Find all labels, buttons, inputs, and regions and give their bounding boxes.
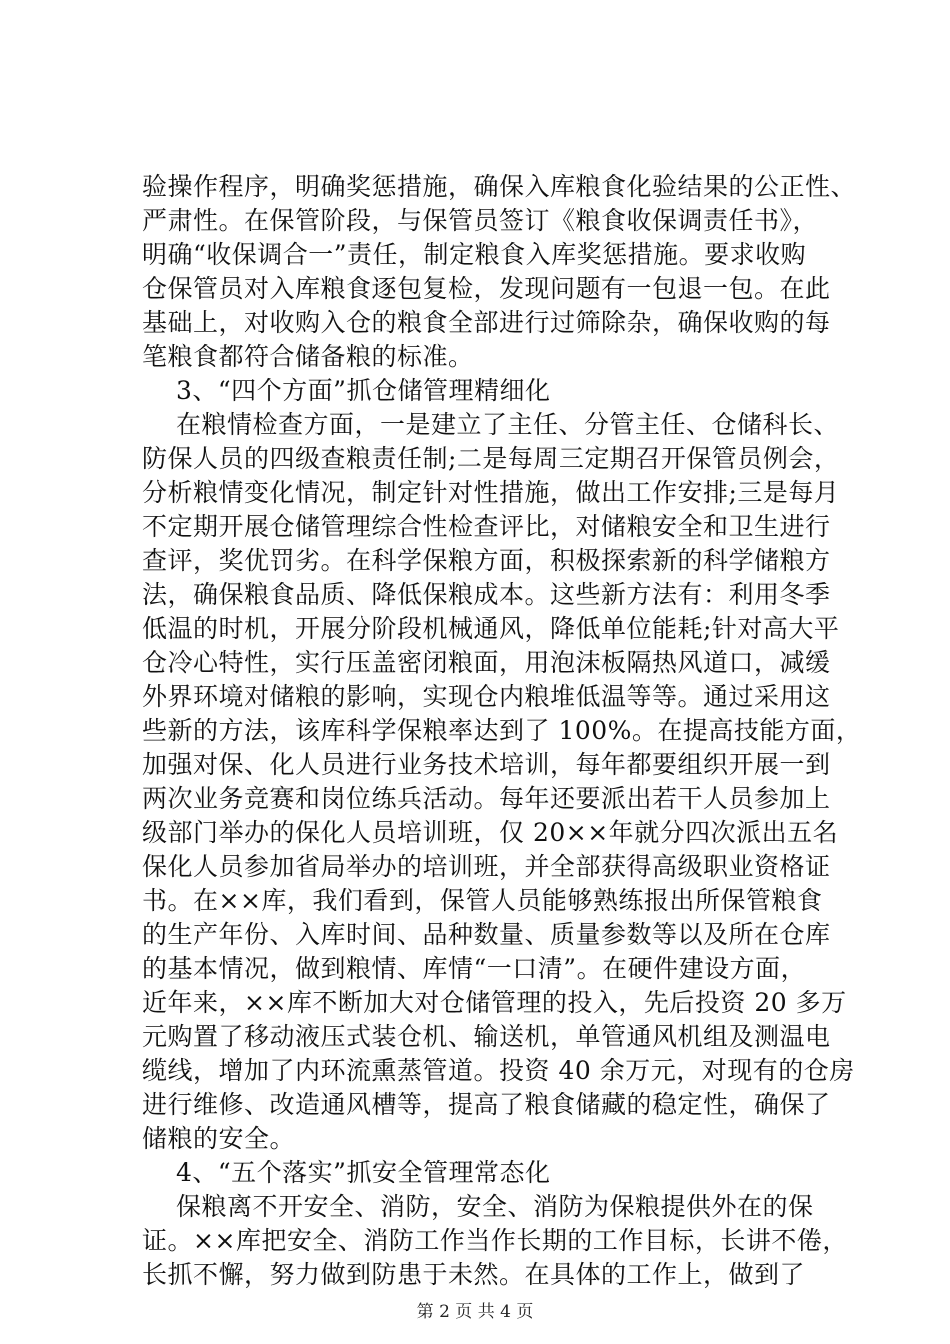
- body-line: 低温的时机，开展分阶段机械通风，降低单位能耗;针对高大平: [142, 614, 840, 643]
- body-line: 笔粮食都符合储备粮的标准。: [142, 342, 474, 371]
- page-footer: 第 2 页 共 4 页: [416, 1302, 534, 1322]
- body-line: 的生产年份、入库时间、品种数量、质量参数等以及所在仓库: [142, 920, 831, 949]
- section-heading: 3、“四个方面”抓仓储管理精细化: [176, 376, 551, 405]
- body-line: 查评，奖优罚劣。在科学保粮方面，积极探索新的科学储粮方: [142, 546, 831, 575]
- body-line: 证。××库把安全、消防工作当作长期的工作目标，长讲不倦，: [142, 1226, 848, 1255]
- body-line: 加强对保、化人员进行业务技术培训，每年都要组织开展一到: [142, 750, 831, 779]
- body-line: 仓保管员对入库粮食逐包复检，发现问题有一包退一包。在此: [142, 274, 831, 303]
- body-line: 防保人员的四级查粮责任制;二是每周三定期召开保管员例会，: [142, 444, 840, 473]
- body-line: 进行维修、改造通风槽等，提高了粮食储藏的稳定性，确保了: [142, 1090, 831, 1119]
- body-line: 在粮情检查方面，一是建立了主任、分管主任、仓储科长、: [176, 410, 840, 439]
- body-line: 仓冷心特性，实行压盖密闭粮面，用泡沫板隔热风道口，减缓: [142, 648, 831, 677]
- body-line: 验操作程序，明确奖惩措施，确保入库粮食化验结果的公正性、: [142, 172, 857, 201]
- section-heading: 4、“五个落实”抓安全管理常态化: [176, 1158, 551, 1187]
- body-line: 不定期开展仓储管理综合性检查评比，对储粮安全和卫生进行: [142, 512, 831, 541]
- body-line: 元购置了移动液压式装仓机、输送机，单管通风机组及测温电: [142, 1022, 831, 1051]
- body-line: 分析粮情变化情况，制定针对性措施，做出工作安排;三是每月: [142, 478, 840, 507]
- body-line: 两次业务竞赛和岗位练兵活动。每年还要派出若干人员参加上: [142, 784, 831, 813]
- body-line: 缆线，增加了内环流熏蒸管道。投资 40 余万元，对现有的仓房: [142, 1056, 855, 1085]
- body-line: 级部门举办的保化人员培训班，仅 20××年就分四次派出五名: [142, 818, 839, 847]
- body-line: 保化人员参加省局举办的培训班，并全部获得高级职业资格证: [142, 852, 831, 881]
- body-line: 储粮的安全。: [142, 1124, 296, 1153]
- body-line: 近年来，××库不断加大对仓储管理的投入，先后投资 20 多万: [142, 988, 847, 1017]
- body-line: 些新的方法，该库科学保粮率达到了 100%。在提高技能方面，: [142, 716, 862, 745]
- body-line: 长抓不懈，努力做到防患于未然。在具体的工作上，做到了: [142, 1260, 806, 1289]
- body-line: 严肃性。在保管阶段，与保管员签订《粮食收保调责任书》，: [142, 206, 819, 235]
- body-line: 的基本情况，做到粮情、库情“一口清”。在硬件建设方面，: [142, 954, 807, 983]
- body-line: 法，确保粮食品质、降低保粮成本。这些新方法有：利用冬季: [142, 580, 831, 609]
- body-line: 保粮离不开安全、消防，安全、消防为保粮提供外在的保: [176, 1192, 814, 1221]
- body-line: 书。在××库，我们看到，保管人员能够熟练报出所保管粮食: [142, 886, 823, 915]
- body-line: 外界环境对储粮的影响，实现仓内粮堆低温等等。通过采用这: [142, 682, 831, 711]
- body-line: 基础上，对收购入仓的粮食全部进行过筛除杂，确保收购的每: [142, 308, 831, 337]
- body-line: 明确“收保调合一”责任，制定粮食入库奖惩措施。要求收购: [142, 240, 807, 269]
